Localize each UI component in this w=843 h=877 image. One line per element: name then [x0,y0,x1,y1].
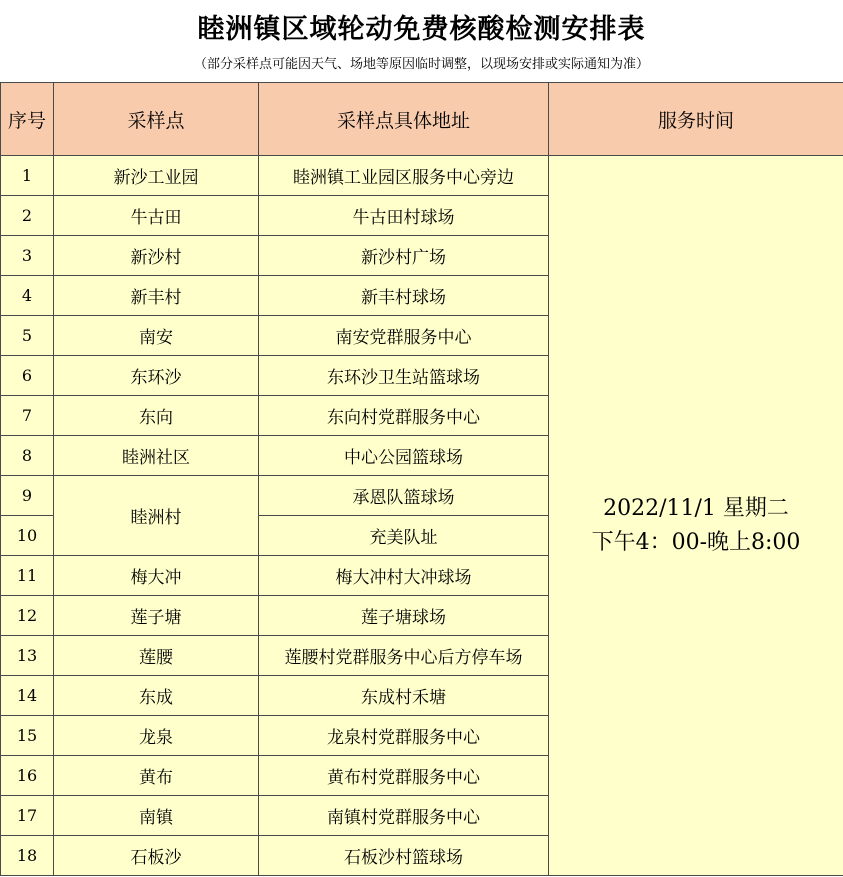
row-address: 南安党群服务中心 [259,316,549,356]
row-address: 东成村禾塘 [259,676,549,716]
row-site: 东向 [54,396,259,436]
row-no: 9 [1,476,54,516]
row-site: 新沙工业园 [54,156,259,196]
page-subtitle: （部分采样点可能因天气、场地等原因临时调整，以现场安排或实际通知为准） [193,56,649,72]
row-no: 1 [1,156,54,196]
row-no: 11 [1,556,54,596]
row-address: 新沙村广场 [259,236,549,276]
row-site: 新丰村 [54,276,259,316]
row-address: 承恩队篮球场 [259,476,549,516]
row-address: 龙泉村党群服务中心 [259,716,549,756]
row-no: 12 [1,596,54,636]
row-address: 石板沙村篮球场 [259,836,549,876]
row-no: 13 [1,636,54,676]
row-address: 黄布村党群服务中心 [259,756,549,796]
row-no: 4 [1,276,54,316]
header-site: 采样点 [54,83,259,156]
row-no: 3 [1,236,54,276]
service-date: 2022/11/1 星期二 [603,495,789,521]
row-site: 东成 [54,676,259,716]
service-time-cell [549,156,843,876]
row-no: 18 [1,836,54,876]
header-address: 采样点具体地址 [259,83,549,156]
row-address: 东向村党群服务中心 [259,396,549,436]
row-address: 睦洲镇工业园区服务中心旁边 [259,156,549,196]
row-site: 梅大冲 [54,556,259,596]
row-no: 10 [1,516,54,556]
row-site: 莲子塘 [54,596,259,636]
row-site: 南安 [54,316,259,356]
row-address: 莲腰村党群服务中心后方停车场 [259,636,549,676]
row-address: 东环沙卫生站篮球场 [259,356,549,396]
schedule-table [0,82,843,876]
row-site: 莲腰 [54,636,259,676]
row-address: 充美队址 [259,516,549,556]
row-site: 睦洲社区 [54,436,259,476]
row-site: 新沙村 [54,236,259,276]
row-no: 16 [1,756,54,796]
row-address: 中心公园篮球场 [259,436,549,476]
row-address: 莲子塘球场 [259,596,549,636]
row-no: 6 [1,356,54,396]
row-site: 黄布 [54,756,259,796]
row-site: 牛古田 [54,196,259,236]
row-no: 14 [1,676,54,716]
service-hours: 下午4：00-晚上8:00 [591,529,801,555]
page-title: 睦洲镇区域轮动免费核酸检测安排表 [197,13,646,45]
row-no: 8 [1,436,54,476]
header-row [1,83,843,156]
row-no: 7 [1,396,54,436]
row-site: 石板沙 [54,836,259,876]
row-no: 15 [1,716,54,756]
row-site: 睦洲村 [54,476,259,556]
row-site: 南镇 [54,796,259,836]
row-address: 牛古田村球场 [259,196,549,236]
header-no: 序号 [1,83,54,156]
row-site: 东环沙 [54,356,259,396]
row-no: 17 [1,796,54,836]
row-address: 新丰村球场 [259,276,549,316]
row-no: 5 [1,316,54,356]
row-no: 2 [1,196,54,236]
row-site: 龙泉 [54,716,259,756]
header-time: 服务时间 [549,83,843,156]
row-address: 梅大冲村大冲球场 [259,556,549,596]
row-address: 南镇村党群服务中心 [259,796,549,836]
table-row [1,156,843,196]
